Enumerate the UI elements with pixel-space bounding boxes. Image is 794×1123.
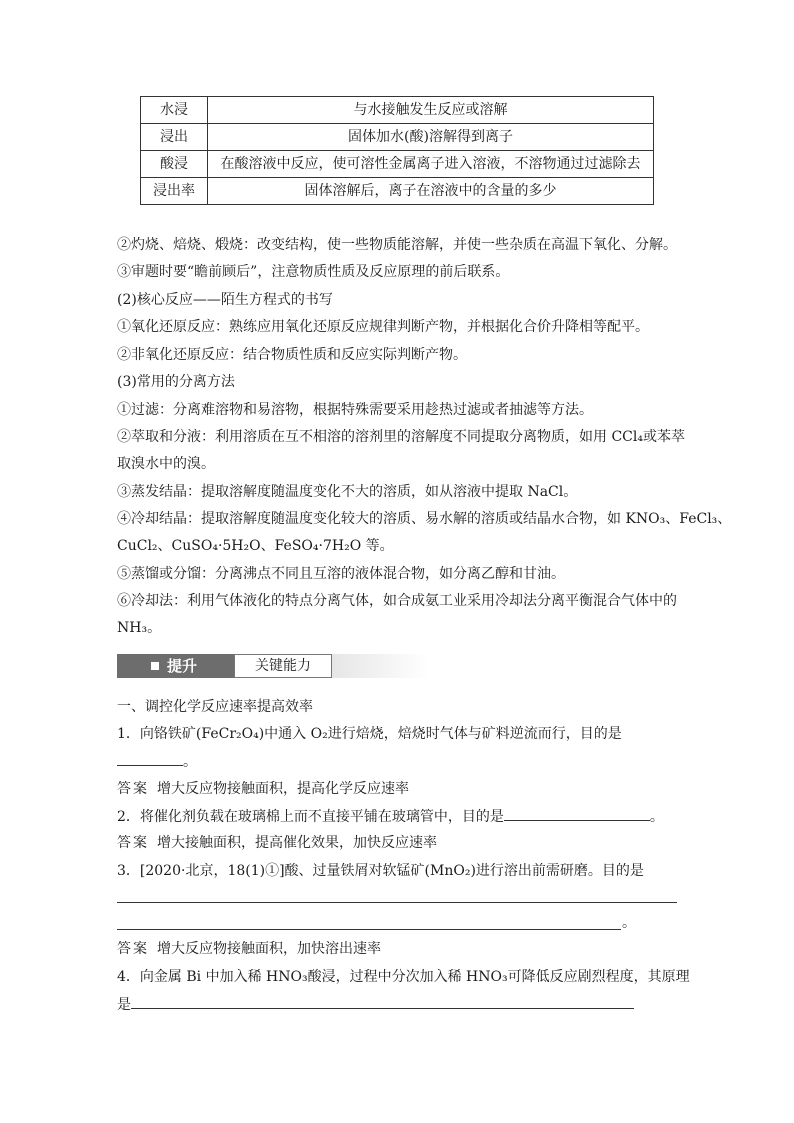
answer-1: 答案 增大反应物接触面积，提高化学反应速率 bbox=[117, 781, 409, 797]
term-cell: 浸出 bbox=[141, 124, 208, 151]
term-cell: 水浸 bbox=[141, 97, 208, 124]
leaching-terms-table bbox=[140, 96, 654, 205]
desc-cell: 固体加水(酸)溶解得到离子 bbox=[208, 124, 654, 151]
answer-blank-line bbox=[117, 902, 677, 903]
note-line: ⑥冷却法：利用气体液化的特点分离气体，如合成氨工业采用冷却法分离平衡混合气体中的 bbox=[117, 593, 677, 609]
answer-blank bbox=[504, 806, 650, 821]
answer-label: 答案 bbox=[117, 835, 149, 851]
note-line: ④冷却结晶：提取溶解度随温度变化较大的溶质、易水解的溶质或结晶水合物，如 KNO₃、FeCl₃、 bbox=[117, 511, 732, 527]
note-line: ③审题时要“瞻前顾后”，注意物质性质及反应原理的前后联系。 bbox=[117, 264, 510, 280]
banner-tag: 提升 bbox=[167, 657, 198, 675]
answer-2: 答案 增大接触面积，提高催化效果，加快反应速率 bbox=[117, 835, 437, 851]
note-line: CuCl₂、CuSO₄·5H₂O、FeSO₄·7H₂O 等。 bbox=[117, 538, 394, 554]
answer-3: 答案 增大反应物接触面积，加快溶出速率 bbox=[117, 941, 381, 957]
answer-label: 答案 bbox=[117, 941, 149, 957]
question-3: 3．[2020·北京，18(1)①]酸、过量铁屑对软锰矿(MnO₂)进行溶出前需研磨。目的是 bbox=[117, 863, 644, 879]
note-line: ①过滤：分离难溶物和易溶物，根据特殊需要采用趁热过滤或者抽滤等方法。 bbox=[117, 402, 593, 418]
section-banner bbox=[117, 654, 430, 678]
table-row bbox=[141, 97, 654, 124]
document-page: 水浸 与水接触发生反应或溶解 浸出 固体加水(酸)溶解得到离子 酸浸 在酸溶液中反应，使可溶性金属离子进入溶液，不溶物通过过滤除去 浸出率 固体溶解后，离子在溶液中的含量的多少 ②灼烧、焙烧、煅烧：改变结构，使一些物质能溶解，并使一些杂质在高温下氧化、分解。 ③审题时要“瞻前顾后”，注意物质性质及反应原理的前后联系。 (2)核心反应——陌生方程式的书写 ①氧化还原反应：熟练应用氧化还原反应规律判断产物，并根据化合价升降相等配平。 ②非氧化还原反应：结合物质性质和反应实际判断产物。 (3)常用的分离方法 ①过滤：分离难溶物和易溶物，根据特殊需要采用趁热过滤或者抽滤等方法。 ②萃取和分液：利用溶质在互不相溶的溶剂里的溶解度不同提取分离物质，如用 CCl₄或苯萃 取溴水中的溴。 ③蒸发结晶：提取溶解度随温度变化不大的溶质，如从溶液中提取 NaCl。 ④冷却结晶：提取溶解度随温度变化较大的溶质、易水解的溶质或结晶水合物，如 KNO₃、FeCl₃、 CuCl₂、CuSO₄·5H₂O、FeSO₄·7H₂O 等。 ⑤蒸馏或分馏：分离沸点不同且互溶的液体混合物，如分离乙醇和甘油。 ⑥冷却法：利用气体液化的特点分离气体，如合成氨工业采用冷却法分离平衡混合气体中的 NH₃。 提升 关键能力 一、调控化学反应速率提高效率 1．向铬铁矿(FeCr₂O₄)中通入 O₂进行焙烧，焙烧时气体与矿料逆流而行，目的是 。 答案 增大反应物接触面积，提高化学反应速率 2．将催化剂负载在玻璃棉上而不直接平铺在玻璃管中，目的是 。 答案 增大接触面积，提高催化效果，加快反应速率 3．[2020·北京，18(1)①]酸、过量铁屑对软锰矿(MnO₂)进行溶出前需研磨。目的是 。 答案 增大反应物接触面积，加快溶出速率 4．向金属 Bi 中加入稀 HNO₃酸浸，过程中分次加入稀 HNO₃可降低反应剧烈程度，其原理 是 bbox=[0, 0, 794, 1123]
subheading: (3)常用的分离方法 bbox=[117, 374, 235, 390]
question-1: 1．向铬铁矿(FeCr₂O₄)中通入 O₂进行焙烧，焙烧时气体与矿料逆流而行，目的是 bbox=[117, 726, 622, 742]
desc-cell: 在酸溶液中反应，使可溶性金属离子进入溶液，不溶物通过过滤除去 bbox=[208, 151, 654, 178]
question-2: 2．将催化剂负载在玻璃棉上而不直接平铺在玻璃管中，目的是 。 bbox=[117, 806, 664, 827]
term-cell: 酸浸 bbox=[141, 151, 208, 178]
table-row bbox=[141, 178, 654, 205]
answer-blank-line bbox=[117, 929, 621, 930]
term-cell: 浸出率 bbox=[141, 178, 208, 205]
note-line: 取溴水中的溴。 bbox=[117, 456, 215, 472]
answer-label: 答案 bbox=[117, 781, 149, 797]
banner-label: 关键能力 bbox=[255, 658, 311, 674]
desc-cell: 固体溶解后，离子在溶液中的含量的多少 bbox=[208, 178, 654, 205]
desc-cell: 与水接触发生反应或溶解 bbox=[208, 97, 654, 124]
note-line: ②灼烧、焙烧、煅烧：改变结构，使一些物质能溶解，并使一些杂质在高温下氧化、分解。 bbox=[117, 237, 677, 253]
answer-blank bbox=[117, 751, 183, 766]
note-line: ①氧化还原反应：熟练应用氧化还原反应规律判断产物，并根据化合价升降相等配平。 bbox=[117, 319, 649, 335]
note-line: NH₃。 bbox=[117, 620, 162, 636]
note-line: ⑤蒸馏或分馏：分离沸点不同且互溶的液体混合物，如分离乙醇和甘油。 bbox=[117, 566, 565, 582]
note-line: ②萃取和分液：利用溶质在互不相溶的溶剂里的溶解度不同提取分离物质，如用 CCl₄或苯萃 bbox=[117, 429, 685, 445]
note-line: ②非氧化还原反应：结合物质性质和反应实际判断产物。 bbox=[117, 347, 467, 363]
question-4-blank: 是 bbox=[117, 994, 634, 1015]
section-title: 一、调控化学反应速率提高效率 bbox=[117, 699, 313, 715]
table-row bbox=[141, 124, 654, 151]
question-1-blank: 。 bbox=[117, 751, 197, 772]
answer-blank bbox=[131, 994, 634, 1009]
question-4: 4．向金属 Bi 中加入稀 HNO₃酸浸，过程中分次加入稀 HNO₃可降低反应剧烈程度，其原理 bbox=[117, 969, 690, 985]
subheading: (2)核心反应——陌生方程式的书写 bbox=[117, 292, 333, 308]
note-line: ③蒸发结晶：提取溶解度随温度变化不大的溶质，如从溶液中提取 NaCl。 bbox=[117, 484, 578, 500]
square-bullet-icon bbox=[151, 662, 159, 670]
table-row bbox=[141, 151, 654, 178]
